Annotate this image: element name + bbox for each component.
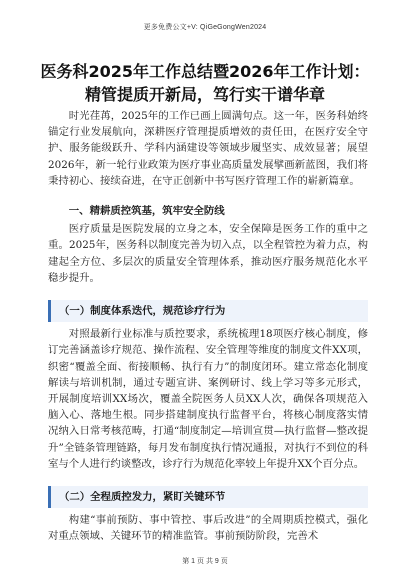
document-body: [48, 108, 368, 545]
section-1-paragraph: 医疗质量是医院发展的立身之本，安全保障是医务工作的重中之重。2025年，医务科以制度完善为切入点，以全程管控为着力点，构建起全方位、多层次的质量安全管理体系，推动医疗服务规范化水平稳步提升。: [48, 223, 368, 284]
subsection-2-paragraph: 构建“事前预防、事中管控、事后改进”的全周期质控模式，强化对重点领域、关键环节的精准监管。事前预防阶段，完善术: [48, 514, 368, 543]
header-note: 更多免费公文+V: QiGeGongWen2024: [143, 24, 267, 31]
subsection-heading-1-text: （一）制度体系迭代，规范诊疗行为: [59, 305, 226, 318]
title-line-1: 医务科2025年工作总结暨2026年工作计划：: [40, 62, 370, 81]
title-line-2: 精管提质开新局，笃行实干谱华章: [84, 85, 325, 104]
subsection-heading-2: [48, 486, 368, 508]
document-title: [40, 60, 370, 106]
subsection-1-paragraph: 对照最新行业标准与质控要求，系统梳理18项医疗核心制度，修订完善涵盖诊疗规范、操作流程、安全管理等维度的制度文件XX项，织密“覆盖全面、衔接顺畅、执行有力”的制度闭环。建立常态化制度解读与培训机制，通过专题宣讲、案例研讨、线上学习等多元形式，开展制度培训XX场次，覆盖全院医务人员XX人次，确保各项规范入脑入心、落地生根。同步搭建制度执行监督平台，将核心制度落实情况纳入日常考核范畴，打通“制度制定—培训宣贯—执行监督—整改提升”全链条管理链路，每月发布制度执行情况通报，对执行不到位的科室与个人进行约谈整改，诊疗行为规范化率较上年提升XX个百分点。: [48, 328, 368, 470]
subsection-heading-2-text: （二）全程质控发力，紧盯关键环节: [59, 491, 226, 504]
intro-paragraph: 时光荏苒，2025年的工作已画上圆满句点。这一年，医务科始终锚定行业发展航向，深耕医疗管理提质增效的责任田，在医疗安全守护、服务能级跃升、学科内涵建设等领域步履坚实、成效显著；展望2026年，新一轮行业政策为医疗事业高质量发展擘画新蓝图，我们将秉持初心、接续奋进，在守正创新中书写医疗管理工作的崭新篇章。: [48, 110, 368, 187]
subsection-heading-1: [48, 300, 368, 322]
page-footer: 第 1 页 共 9 页: [182, 558, 228, 565]
section-heading-1: 一、精耕质控筑基，筑牢安全防线: [68, 205, 225, 218]
